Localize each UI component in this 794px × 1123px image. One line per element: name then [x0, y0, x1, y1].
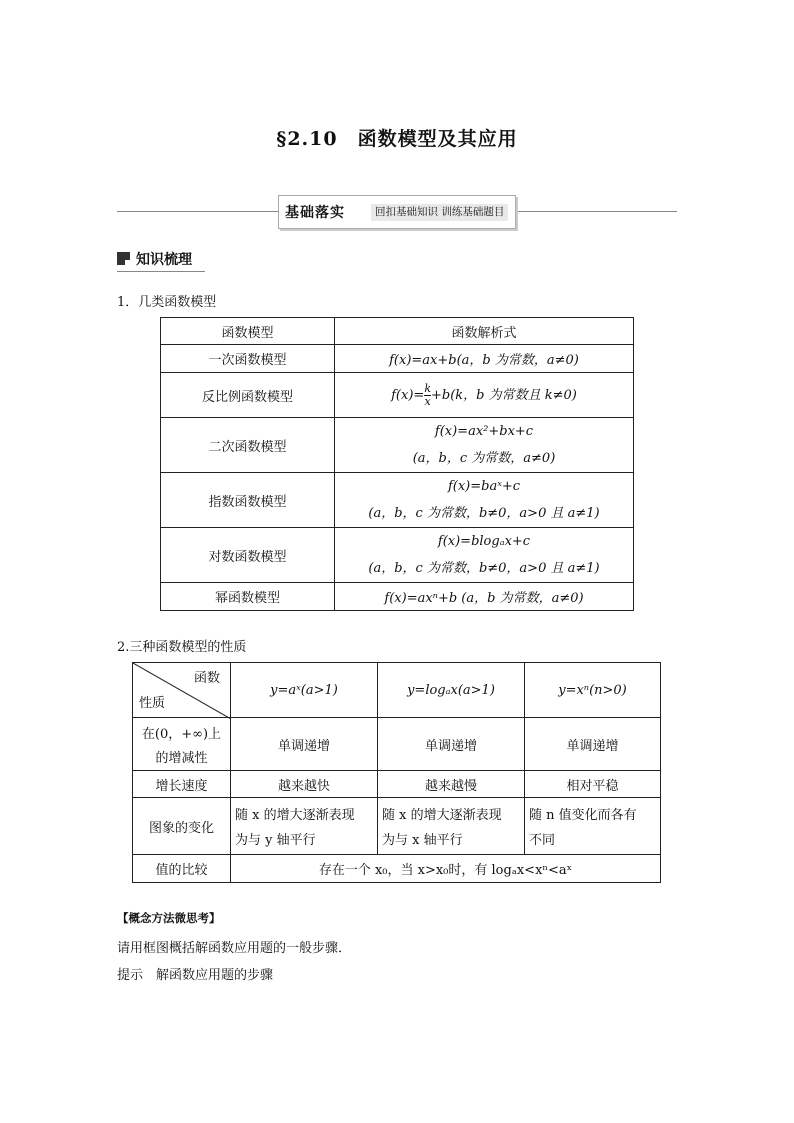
formula-line-2: (a，b，c 为常数，a≠0)	[412, 451, 556, 466]
formula-line-1: f(x)=ax²+bx+c	[434, 424, 534, 439]
page-title: §2.10 函数模型及其应用	[276, 128, 518, 150]
column-header: y=aˣ(a>1)	[231, 663, 378, 718]
table-cell: 越来越快	[231, 771, 378, 798]
banner-line-left	[117, 211, 278, 212]
table-row	[161, 373, 634, 418]
table-cell: 越来越慢	[378, 771, 525, 798]
cell-line-2: 不同	[529, 833, 556, 848]
table-header-row	[161, 318, 634, 345]
table-row	[161, 473, 634, 528]
table-row	[161, 345, 634, 373]
merged-cell: 存在一个 x₀，当 x>x₀时，有 logₐx<xⁿ<aˣ	[231, 855, 661, 883]
model-formula	[335, 418, 634, 473]
model-formula: f(x)=axⁿ+b (a，b 为常数，a≠0)	[335, 583, 634, 611]
table-row	[161, 418, 634, 473]
section-banner	[278, 195, 516, 229]
banner-main: 基础落实	[285, 205, 345, 221]
model-formula	[335, 528, 634, 583]
table-row	[161, 528, 634, 583]
table-row	[133, 855, 661, 883]
question-text: 请用框图概括解函数应用题的一般步骤．	[117, 941, 352, 956]
properties-table	[132, 662, 661, 883]
item-2-label: 2.三种函数模型的性质	[117, 640, 247, 655]
item-1-label: 1．几类函数模型	[117, 295, 217, 310]
formula-prefix: f(x)=	[391, 387, 425, 403]
model-name: 反比例函数模型	[161, 373, 335, 418]
row-label: 图象的变化	[133, 798, 231, 855]
table-cell: 单调递增	[378, 718, 525, 771]
model-formula	[335, 373, 634, 418]
table-cell: 单调递增	[525, 718, 661, 771]
banner-sub: 回扣基础知识 训练基础题目	[371, 204, 508, 221]
model-name: 幂函数模型	[161, 583, 335, 611]
formula-line-1: f(x)=blogₐx+c	[437, 534, 531, 549]
model-name: 二次函数模型	[161, 418, 335, 473]
table-header-row	[133, 663, 661, 718]
table-cell: 单调递增	[231, 718, 378, 771]
table-row	[133, 771, 661, 798]
model-name: 指数函数模型	[161, 473, 335, 528]
table-cell	[378, 798, 525, 855]
cell-line-1: 随 x 的增大逐渐表现	[235, 808, 355, 823]
function-model-table	[160, 317, 634, 611]
corner-top-label: 函数	[193, 671, 220, 686]
hint-text: 提示 解函数应用题的步骤	[117, 968, 274, 983]
model-name: 一次函数模型	[161, 345, 335, 373]
table-row	[133, 718, 661, 771]
diagonal-header-cell	[133, 663, 231, 718]
row-label: 值的比较	[133, 855, 231, 883]
cell-line-2: 为与 x 轴平行	[382, 833, 463, 848]
table-row	[161, 583, 634, 611]
table-cell	[231, 798, 378, 855]
square-icon	[117, 252, 130, 265]
note-heading: 【概念方法微思考】	[117, 911, 221, 925]
cell-line-1: 随 x 的增大逐渐表现	[382, 808, 502, 823]
model-formula	[335, 473, 634, 528]
formula-line-2: (a，b，c 为常数，b≠0，a>0 且 a≠1)	[368, 506, 600, 521]
column-header: y=xⁿ(n>0)	[525, 663, 661, 718]
fraction-numerator: k	[424, 381, 431, 395]
section-heading	[117, 249, 205, 272]
formula-line-2: (a，b，c 为常数，b≠0，a>0 且 a≠1)	[368, 561, 600, 576]
fraction-denominator: x	[424, 394, 431, 408]
table-cell: 相对平稳	[525, 771, 661, 798]
row-label-line-2: 的增减性	[155, 750, 208, 766]
fraction	[424, 383, 431, 408]
row-label-line-1: 在(0，+∞)上	[141, 726, 222, 742]
row-label: 增长速度	[133, 771, 231, 798]
model-name: 对数函数模型	[161, 528, 335, 583]
header-cell: 函数模型	[161, 318, 335, 345]
corner-bottom-label: 性质	[139, 696, 166, 711]
table-row	[133, 798, 661, 855]
cell-line-1: 随 n 值变化而各有	[529, 808, 637, 823]
table-cell	[525, 798, 661, 855]
formula-suffix: +b(k，b 为常数且 k≠0)	[430, 387, 577, 403]
model-formula: f(x)=ax+b(a，b 为常数，a≠0)	[335, 345, 634, 373]
banner-line-right	[516, 211, 677, 212]
formula-line-1: f(x)=baˣ+c	[447, 479, 521, 494]
cell-line-2: 为与 y 轴平行	[235, 833, 316, 848]
section-label: 知识梳理	[136, 252, 192, 268]
row-label	[133, 718, 231, 771]
header-cell: 函数解析式	[335, 318, 634, 345]
column-header: y=logₐx(a>1)	[378, 663, 525, 718]
